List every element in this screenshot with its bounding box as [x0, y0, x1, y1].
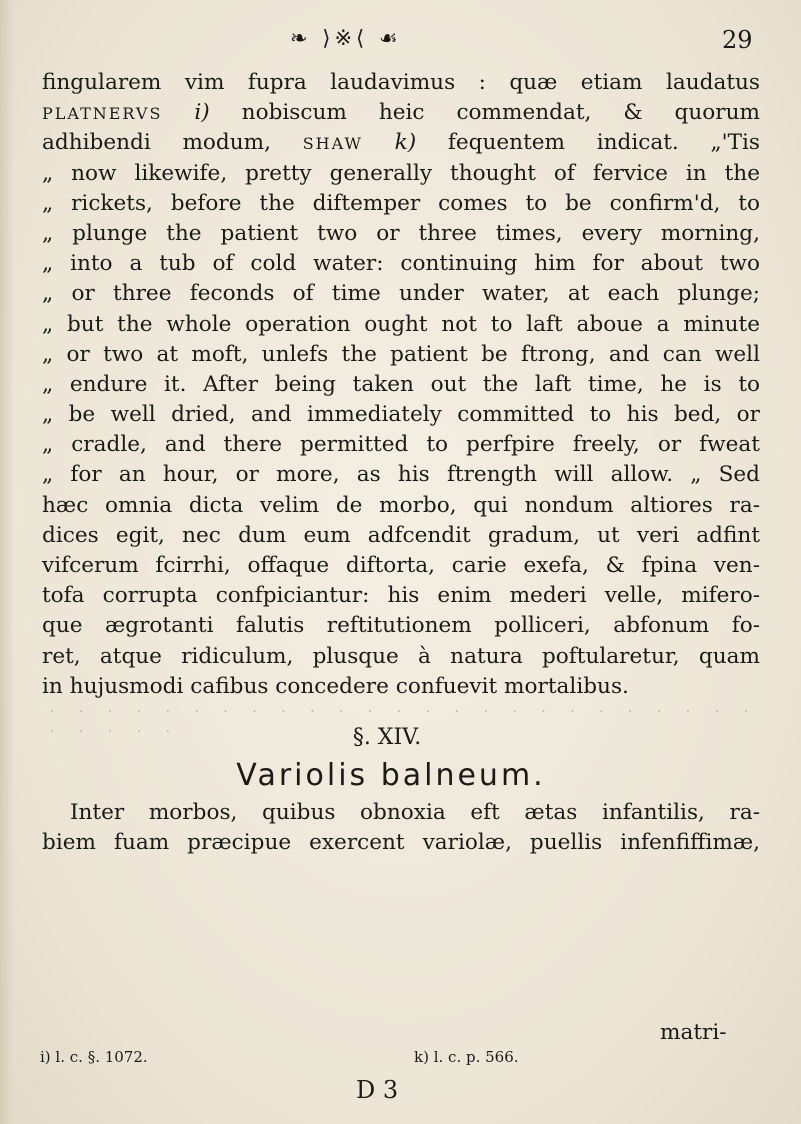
text-line	[42, 98, 760, 128]
text-line: „ or two at moft, unlefs the patient be ftrong, and can well	[42, 341, 760, 367]
text-line: que ægrotanti falutis reftitutionem polliceri, abfonum fo-	[42, 613, 760, 639]
header-ornament: ❧ ⟩※⟨ ☙	[290, 26, 402, 50]
footnote-ref: i)	[194, 100, 210, 126]
bleed-through-marks: · · · · · · · · · · · · · · · · · · · · · · · · · · · · · ·	[50, 703, 759, 740]
text-line: dices egit, nec dum eum adfcendit gradum, ut veri adfint	[42, 522, 760, 548]
text-line: in hujusmodi cafibus concedere confuevit mortalibus.	[42, 673, 629, 699]
page-number: 29	[722, 26, 753, 54]
text-line: „ into a tub of cold water: continuing him for about two	[42, 251, 760, 277]
text-line: Inter morbos, quibus obnoxia eft ætas infantilis, ra-	[70, 799, 760, 825]
text-line: ret, atque ridiculum, plusque à natura poftularetur, quam	[42, 643, 760, 669]
author-name: SHAW	[302, 134, 363, 154]
text-line: tofa corrupta confpiciantur: his enim mederi velle, mifero-	[42, 583, 760, 609]
running-header	[0, 10, 801, 58]
footnote-i: i) l. c. §. 1072.	[40, 1048, 148, 1066]
catchword: matri-	[660, 1020, 727, 1045]
section-number: §. XIV.	[352, 724, 422, 750]
text-line	[42, 128, 760, 158]
text-line: „ but the whole operation ought not to laft aboue a minute	[42, 311, 760, 337]
footnote-k: k) l. c. p. 566.	[414, 1048, 519, 1066]
text-body	[42, 68, 760, 858]
text-line: hæc omnia dicta velim de morbo, qui nondum altiores ra-	[42, 492, 760, 518]
text-line: „ rickets, before the diftemper comes to be confirm'd, to	[42, 190, 760, 216]
text-line: „ be well dried, and immediately committed to his bed, or	[42, 402, 760, 428]
text-line: „ or three feconds of time under water, at each plunge;	[42, 281, 760, 307]
section-title: Variolis balneum.	[236, 757, 546, 793]
text-line: fingularem vim fupra laudavimus : quæ etiam laudatus	[42, 70, 760, 95]
text-span: fequentem indicat. „'Tis	[447, 130, 760, 156]
footnote-ref: k)	[394, 130, 417, 156]
author-name: PLATNERVS	[42, 104, 163, 124]
text-line: „ cradle, and there permitted to perfpire freely, or fweat	[42, 432, 760, 458]
footnotes	[40, 1048, 740, 1074]
text-line: „ for an hour, or more, as his ftrength will allow. „ Sed	[42, 462, 760, 488]
signature-mark: D 3	[356, 1076, 399, 1104]
text-span: adhibendi modum,	[42, 130, 271, 156]
text-line: vifcerum fcirrhi, offaque diftorta, carie exefa, & fpina ven-	[42, 553, 760, 578]
text-line: biem fuam præcipue exercent variolæ, puellis infenfiffimæ,	[42, 830, 760, 856]
text-line: „ now likewife, pretty generally thought of fervice in the	[42, 160, 760, 186]
page-gutter-shadow	[0, 0, 14, 1124]
text-line: „ plunge the patient two or three times, every morning,	[42, 220, 760, 246]
text-span: nobiscum heic commendat, & quorum	[241, 100, 760, 126]
text-line: „ endure it. After being taken out the laft time, he is to	[42, 371, 760, 397]
